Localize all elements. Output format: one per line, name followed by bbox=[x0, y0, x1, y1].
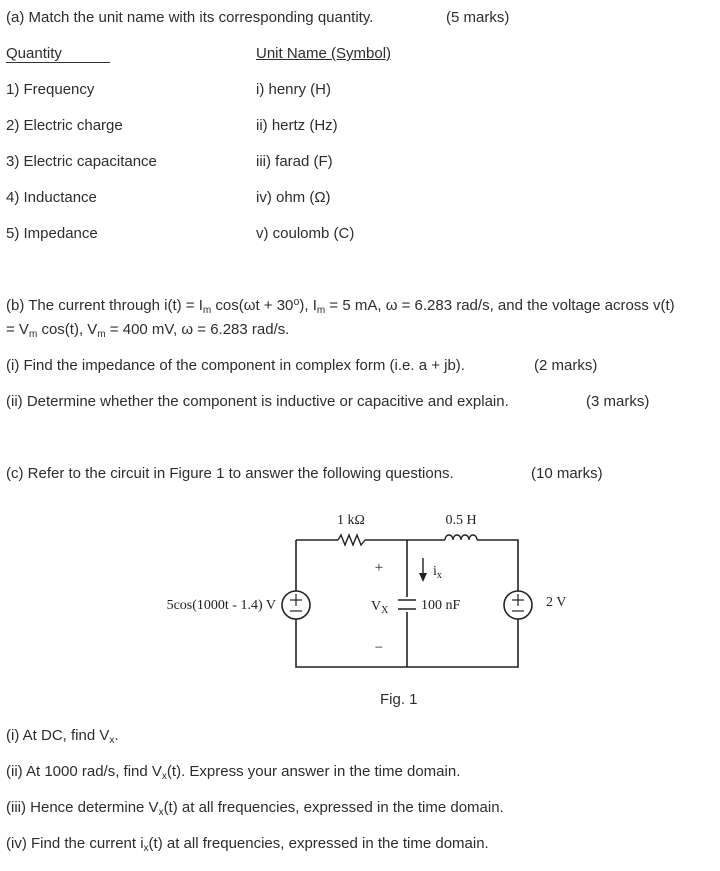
part-c-question: (c) Refer to the circuit in Figure 1 to answer the following questions. bbox=[6, 465, 454, 482]
quantity-item: 2) Electric charge bbox=[6, 117, 123, 134]
part-c-question-1: (i) At DC, find $V_x$. bbox=[6, 727, 119, 746]
inductor-symbol bbox=[445, 535, 477, 540]
vx-minus-sign: − bbox=[374, 640, 384, 656]
vx-plus-sign: + bbox=[374, 560, 384, 576]
quantity-item: 1) Frequency bbox=[6, 81, 95, 98]
circuit-diagram bbox=[0, 505, 720, 705]
part-b-question-1-marks: (2 marks) bbox=[534, 357, 598, 374]
unit-item: iv) ohm (Ω) bbox=[256, 189, 331, 206]
capacitor-symbol bbox=[398, 600, 416, 609]
wire bbox=[477, 540, 518, 591]
unit-item: iii) farad (F) bbox=[256, 153, 333, 170]
dc-voltage-source-symbol bbox=[504, 591, 532, 619]
part-b-question-2: (ii) Determine whether the component is inductive or capacitive and explain. bbox=[6, 393, 509, 410]
part-b-question-2-marks: (3 marks) bbox=[586, 393, 650, 410]
unit-item: i) henry (H) bbox=[256, 81, 332, 98]
part-a-question: (a) Match the unit name with its corresponding quantity. bbox=[6, 9, 374, 26]
vx-label: $V_X$ bbox=[371, 599, 389, 616]
part-b-intro-line2: = $V_m$ cos(t), $V_m = 400$ mV, ω = 6.283 rad/s. bbox=[6, 321, 290, 340]
col-header-quantity: Quantity bbox=[6, 45, 110, 63]
part-c-question-3: (iii) Hence determine $V_x(t)$ at all frequencies, expressed in the time domain. bbox=[6, 799, 504, 818]
current-arrow-icon bbox=[419, 558, 427, 582]
figure-caption: Fig. 1 bbox=[380, 691, 418, 708]
resistor-symbol bbox=[338, 535, 365, 545]
quantity-item: 3) Electric capacitance bbox=[6, 153, 157, 170]
ac-voltage-source-symbol bbox=[282, 591, 310, 619]
inductor-label: 0.5 H bbox=[445, 513, 477, 528]
part-a-marks: (5 marks) bbox=[446, 9, 510, 26]
part-c-question-4: (iv) Find the current $i_x(t)$ at all frequencies, expressed in the time domain. bbox=[6, 835, 489, 854]
unit-item: v) coulomb (C) bbox=[256, 225, 355, 242]
resistor-label: 1 kΩ bbox=[337, 513, 365, 528]
col-header-unit: Unit Name (Symbol) bbox=[256, 45, 392, 62]
part-b-question-1: (i) Find the impedance of the component in complex form (i.e. a + jb). bbox=[6, 357, 465, 374]
dc-source-label: 2 V bbox=[546, 595, 567, 610]
quantity-item: 4) Inductance bbox=[6, 189, 97, 206]
capacitor-label: 100 nF bbox=[421, 598, 461, 613]
ac-source-label: 5cos(1000t - 1.4) V bbox=[166, 598, 276, 613]
part-b-intro-line1: (b) The current through $i(t) = I_m$ cos(ωt + 30⁰), $I_m = 5$ mA, ω = 6.283 rad/s, and the voltage across v(t) bbox=[6, 297, 675, 316]
part-c-question-2: (ii) At 1000 rad/s, find $V_x(t)$. Express your answer in the time domain. bbox=[6, 763, 461, 782]
part-c-marks: (10 marks) bbox=[531, 465, 603, 482]
unit-item: ii) hertz (Hz) bbox=[256, 117, 338, 134]
ix-label: $i_x$ bbox=[433, 564, 442, 581]
quantity-item: 5) Impedance bbox=[6, 225, 98, 242]
